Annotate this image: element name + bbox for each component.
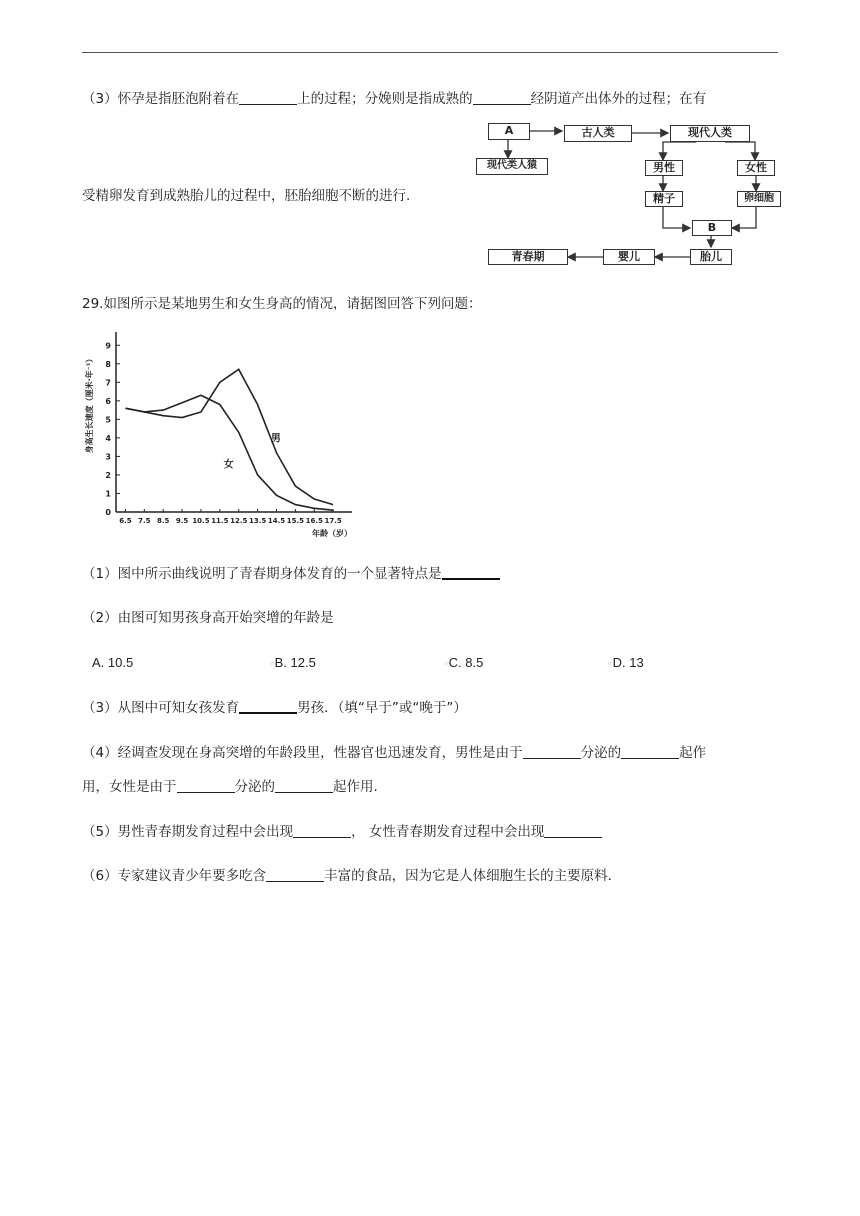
radio-dot-icon: ○: [270, 660, 274, 667]
answer-blank[interactable]: [544, 823, 602, 838]
x-tick-label: 13.5: [248, 517, 267, 525]
answer-blank[interactable]: [177, 778, 235, 793]
answer-blank[interactable]: [621, 744, 679, 759]
answer-blank[interactable]: [293, 823, 351, 838]
option-a[interactable]: A. 10.5: [92, 655, 134, 670]
y-tick-label: 0: [105, 508, 111, 517]
y-tick-label: 9: [105, 341, 111, 351]
node-fetus: 胎儿: [690, 249, 732, 265]
q29-sub6: （6）专家建议青少年要多吃含 丰富的食品，因为它是人体细胞生长的主要原料．: [82, 868, 622, 884]
height-growth-chart: [82, 326, 362, 546]
option-c[interactable]: ○C. 8.5: [444, 655, 484, 670]
x-tick-label: 14.5: [267, 517, 286, 525]
x-tick-label: 17.5: [324, 517, 342, 525]
x-tick-label: 8.5: [156, 517, 170, 525]
x-axis-label: 年龄（岁）: [312, 529, 352, 538]
q29-sub1: （1）图中所示曲线说明了青春期身体发育的一个显著特点是: [82, 564, 500, 584]
q29-sub4-line2: 用，女性是由于 分泌的 起作用．: [82, 779, 387, 795]
x-tick-label: 16.5: [305, 517, 323, 525]
y-tick-label: 2: [105, 470, 111, 480]
node-male: 男性: [645, 160, 683, 176]
series-label-female: 女: [223, 459, 234, 471]
radio-dot-icon: ○: [608, 660, 612, 667]
y-tick-label: 4: [105, 433, 111, 443]
q3-prev-line1: （3）怀孕是指胚泡附着在 上的过程；分娩则是指成熟的 经阴道产出体外的过程；在有: [82, 91, 707, 107]
y-tick-label: 1: [105, 489, 111, 499]
q29-sub3: （3）从图中可知女孩发育 男孩．（填“早于”或“晚于”）: [82, 700, 467, 716]
series-line-0: [125, 369, 333, 504]
x-tick-label: 11.5: [211, 517, 229, 525]
option-b[interactable]: ○B. 12.5: [270, 655, 316, 670]
series-label-male: 男: [270, 433, 281, 445]
x-tick-label: 15.5: [286, 517, 305, 525]
answer-blank[interactable]: [239, 90, 297, 105]
x-tick-label: 12.5: [230, 517, 248, 525]
option-d[interactable]: ○D. 13: [608, 655, 644, 670]
node-puberty: 青春期: [488, 249, 568, 265]
y-tick-label: 7: [105, 378, 111, 388]
q29-sub2: （2）由图可知男孩身高开始突增的年龄是: [82, 610, 334, 626]
x-tick-label: 7.5: [138, 517, 151, 525]
node-modern-ape: 现代类人猿: [476, 158, 548, 175]
x-tick-label: 6.5: [119, 517, 132, 525]
y-tick-label: 8: [105, 359, 111, 369]
x-tick-label: 9.5: [175, 517, 189, 525]
q3-prev-line2: 受精卵发育到成熟胎儿的过程中，胚胎细胞不断的进行.: [82, 188, 411, 204]
answer-blank[interactable]: [523, 744, 581, 759]
evolution-flowchart: [470, 118, 790, 273]
q29-sub4-line1: （4）经调查发现在身高突增的年龄段里，性器官也迅速发育，男性是由于 分泌的 起作: [82, 745, 707, 761]
node-a: A: [488, 123, 530, 140]
node-ancient-human: 古人类: [564, 125, 632, 142]
y-tick-label: 6: [105, 396, 111, 406]
node-baby: 婴儿: [603, 249, 655, 265]
node-sperm: 精子: [645, 191, 683, 207]
q29-sub5: （5）男性青春期发育过程中会出现 ， 女性青春期发育过程中会出现: [82, 822, 602, 842]
node-modern-human: 现代人类: [670, 125, 750, 142]
y-tick-label: 5: [105, 415, 111, 425]
y-tick-label: 3: [105, 452, 111, 462]
y-axis-label: 身高生长速度（厘米·年⁻¹）: [85, 354, 94, 454]
node-egg: 卵细胞: [737, 191, 781, 207]
header-rule: [82, 52, 778, 53]
answer-blank[interactable]: [275, 778, 333, 793]
series-line-1: [125, 395, 333, 510]
x-tick-label: 10.5: [192, 517, 210, 525]
answer-blank[interactable]: [473, 90, 531, 105]
answer-blank[interactable]: [239, 698, 297, 714]
q29-title: 29.如图所示是某地男生和女生身高的情况，请据图回答下列问题：: [82, 296, 482, 312]
node-b: B: [692, 220, 732, 236]
radio-dot-icon: ○: [444, 660, 448, 667]
answer-blank[interactable]: [442, 564, 500, 580]
answer-blank[interactable]: [266, 867, 324, 882]
node-female: 女性: [737, 160, 775, 176]
